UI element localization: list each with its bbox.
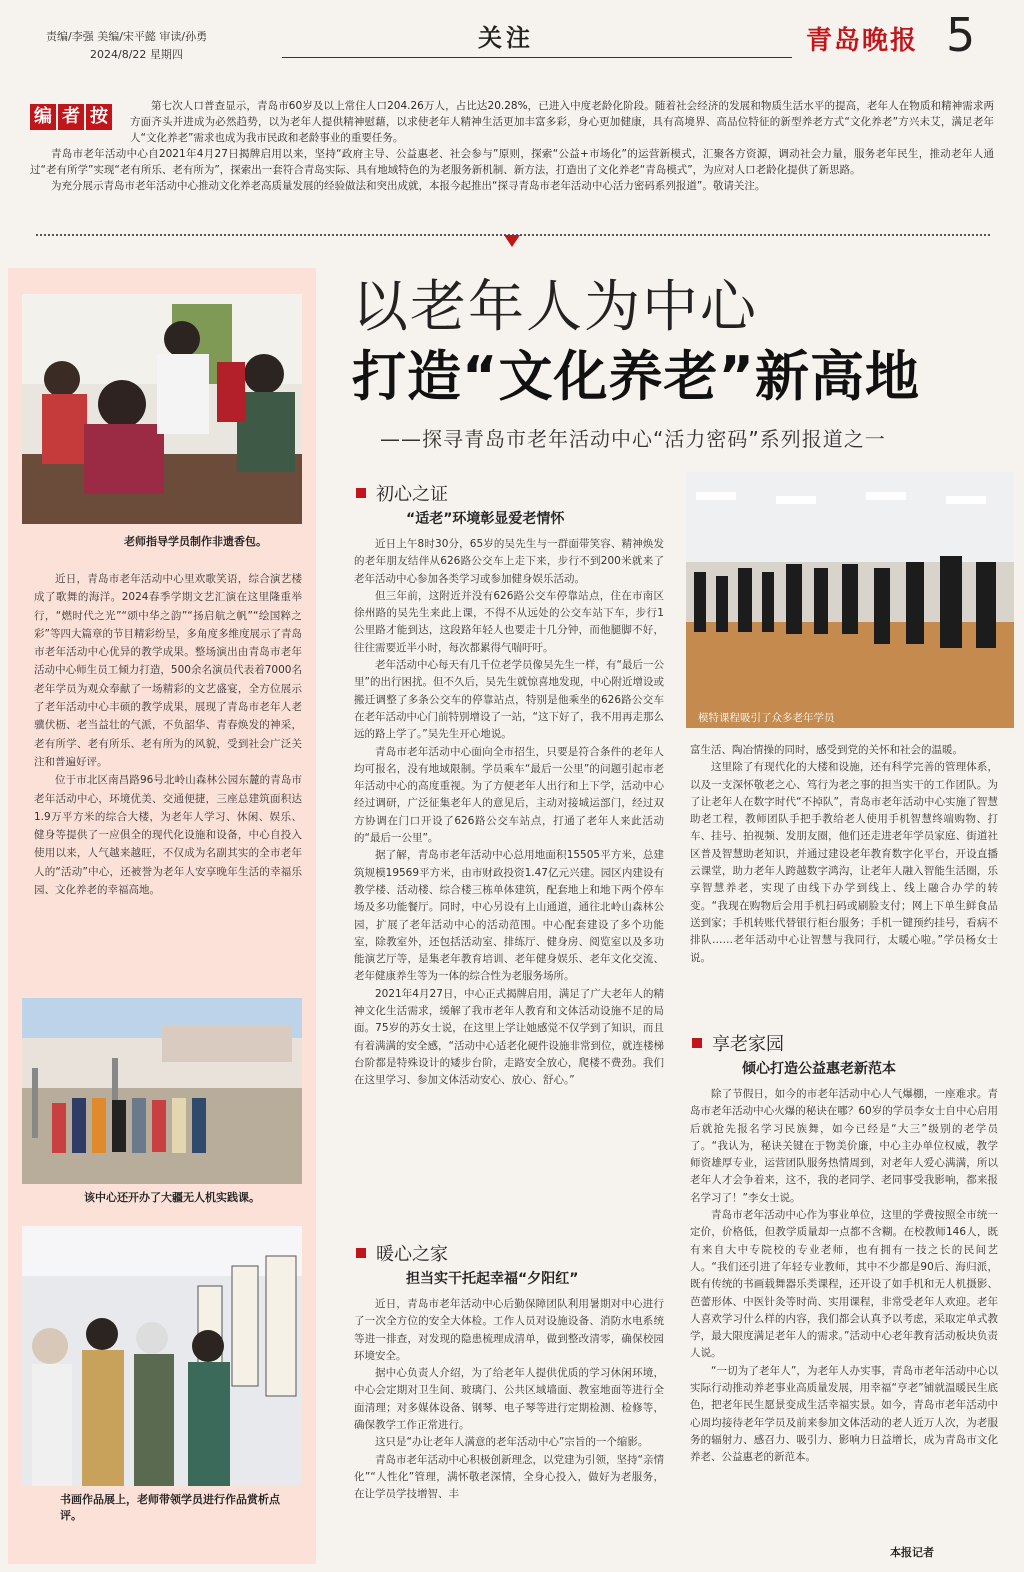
note-paragraph: 为充分展示青岛市老年活动中心推动文化养老高质量发展的经验做法和突出成就，本报今起推出“探寻青岛市老年活动中心活力密码系列报道”。敬请关注。 (51, 180, 766, 192)
article-column-1b (354, 1296, 664, 1504)
headline-line2: 打造“文化养老”新高地 (352, 345, 920, 408)
article-paragraph: 老年活动中心每天有几千位老学员像吴先生一样，有“最后一公里”的出行困扰。但不久后，吴先生就惊喜地发现，中心附近增设或搬迁调整了多条公交车的停靠站点，特别是他乘坐的626路公交车在老年活动中心门前特别增设了一站，“这下好了，我不用再走那么远的路上学了。”吴先生开心地说。 (354, 659, 664, 741)
note-tag-char: 编 (30, 104, 56, 130)
down-arrow-icon (504, 235, 520, 247)
photo-caption: 模特课程吸引了众多老年学员 (698, 712, 835, 724)
note-tag-char: 者 (58, 104, 84, 130)
note-paragraph: 青岛市老年活动中心自2021年4月27日揭牌启用以来，坚持“政府主导、公益惠老、社会参与”原则，探索“公益+市场化”的运营新模式，汇聚各方资源，调动社会力量，服务老年民生，推动老年人通过“老有所学”实现“老有所乐、老有所为”，探索出一套符合青岛实际、具有地域特色的为老服务新机制、新方法，打造出了文化养老“青岛模式”，为应对人口老龄化提供了新思路。 (30, 148, 994, 176)
section-heading-3 (692, 1030, 896, 1078)
photo-calligraphy-exhibit (22, 1226, 302, 1486)
article-paragraph: 富生活、陶冶情操的同时，感受到党的关怀和社会的温暖。 (690, 744, 963, 756)
section-subhead: “适老”环境彰显爱老情怀 (406, 511, 565, 527)
photo-caption: 该中心还开办了大疆无人机实践课。 (84, 1191, 260, 1204)
note-paragraph: 第七次人口普查显示，青岛市60岁及以上常住人口204.26万人，占比达20.28%，已进入中度老龄化阶段。随着社会经济的发展和物质生活水平的提高，老年人在物质和精神需求两方面齐头并进成为必然趋势，以为老年人提供精神慰藉，以求使老年人精神生活更加丰富多彩，身心更加健康，具有高境界、高品位特征的新型养老方式“文化养老”方兴未艾，满足老年人“文化养老”需求也成为我市民政和老龄事业的重要任务。 (130, 100, 994, 144)
section-kicker: 暖心之家 (356, 1240, 578, 1266)
article-paragraph: 据了解，青岛市老年活动中心总用地面积15505平方米，总建筑规模19569平方米，由市财政投资1.47亿元兴建。园区内建设有教学楼、活动楼、综合楼三栋单体建筑，配套地上和地下两个停车场及多功能餐厅。同时，中心另设有上山通道，通往北岭山森林公园，扩展了老年活动中心的活动范围。中心配套建设了多个功能室，除教室外，还包括活动室、排练厅、健身房、阅览室以及多功能演艺厅等，是集老年教育培训、老年健身娱乐、老年文化交流、老年健康养生等为一体的综合性为老服务场所。 (354, 849, 664, 983)
sidebar-paragraph: 位于市北区南昌路96号北岭山森林公园东麓的青岛市老年活动中心，环境优美、交通便捷，三座总建筑面积达1.9万平方米的综合大楼，为老年人学习、休闲、娱乐、健身等提供了一应俱全的现代化设施和设备，中心自投入使用以来，人气越来越旺，不仅成为名副其实的全市老年人的“活动”中心，还被誉为老年人安享晚年生活的幸福乐园、文化养老的幸福高地。 (34, 774, 302, 897)
article-column-1 (354, 536, 664, 1090)
section-kicker: 享老家园 (692, 1030, 896, 1056)
note-tag-char: 按 (86, 104, 112, 130)
photo-drone-class (22, 998, 302, 1184)
sidebar (8, 268, 316, 1564)
photo-modeling-class (686, 472, 1014, 728)
section-kicker: 初心之证 (356, 480, 564, 506)
newspaper-logo: 青岛晚报 (806, 26, 919, 56)
sidebar-paragraph: 近日，青岛市老年活动中心里欢歌笑语，综合演艺楼成了歌舞的海洋。2024春季学期文艺汇演在这里隆重举行，“燃时代之光”“颂中华之韵”“扬启航之帆”“绘国粹之彩”等四大篇章的节目精彩纷呈，多角度多维度展示了青岛市老年活动中心优异的教学成果。整场演出由青岛市老年活动中心师生员工倾力打造，500余名演员代表着7000名老年学员为观众奉献了一场精彩的文艺盛宴，全方位展示了老年活动中心丰硕的教学成果，展现了青岛市老年人老骥伏枥、老当益壮的气派，不负韶华、青春焕发的神采，老有所学、老有所乐、老有所为的风貌，受到社会广泛关注和普遍好评。 (34, 573, 302, 768)
date-line: 2024/8/22 星期四 (90, 48, 183, 61)
article-paragraph: 近日上午8时30分，65岁的吴先生与一群面带笑容、精神焕发的老年朋友结伴从626路公交车上走下来，步行不到200米就来了老年活动中心参加各类学习或参加健身娱乐活动。 (354, 538, 664, 585)
article-paragraph: 青岛市老年活动中心作为事业单位，这里的学费按照全市统一定价，价格低，但教学质量却一点都不含糊。在校教师146人，既有来自大中专院校的专业老师，也有拥有一技之长的民间艺人。“我们还引进了年轻专业教师，其中不少都是90后、海归派，既有传统的书画载舞器乐类课程，还开设了如手机和无人机摄影、芭蕾形体、中医针灸等时尚、实用课程，非常受老年人欢迎。老年人喜欢学习什么样的内容，我们都会认真予以考虑，采取定单式教学，最大限度满足老年人的需求。”活动中心老年教育活动板块负责人说。 (690, 1209, 998, 1360)
article-paragraph: 但三年前，这附近并没有626路公交车停靠站点，住在市南区徐州路的吴先生来此上课，不得不从远处的公交车站下车，步行1公里路才能到达，这段路年轻人也要走十几分钟，而他腿脚不好，往往需要近半小时，每次都累得气喘吁吁。 (354, 589, 664, 654)
photo-sachet-workshop (22, 294, 302, 524)
section-heading-2 (356, 1240, 578, 1288)
section-title: 关注 (478, 24, 534, 52)
editors-note (30, 98, 994, 226)
article-column-2b (690, 1086, 998, 1467)
editors-line: 责编/李强 美编/宋平懿 审读/孙勇 (46, 30, 208, 43)
article-paragraph: 这只是“办让老年人满意的老年活动中心”宗旨的一个缩影。 (375, 1436, 649, 1449)
article-paragraph: 据中心负责人介绍，为了给老年人提供优质的学习休闲环境，中心会定期对卫生间、玻璃门、公共区域墙面、教室地面等进行全面清理；对多媒体设备、钢琴、电子琴等进行定期检测、检修等，确保教学工作正常进行。 (354, 1367, 664, 1432)
page-number: 5 (946, 8, 976, 62)
headline-line1: 以老年人为中心 (352, 275, 758, 340)
sidebar-text (34, 570, 302, 899)
article-paragraph: 除了节假日，如今的市老年活动中心人气爆棚，一座难求。青岛市老年活动中心火爆的秘诀在哪？60岁的学员李女士自中心启用后就抢先报名学习民族舞，如今已经是“大三”级别的老学员了。“我认为，秘诀关键在于物美价廉，中心主办单位权威，教学师资雄厚专业，运营团队服务热情周到，对老年人爱心满满，所以老年人才会争着来，这不，我的老同学、老同事受我影响，都来报名学习了！”李女士说。 (690, 1088, 998, 1204)
masthead-meta (46, 28, 207, 64)
article-paragraph: 2021年4月27日，中心正式揭牌启用，满足了广大老年人的精神文化生活需求，缓解了我市老年人教育和文体活动设施不足的局面。75岁的苏女士说，在这里上学让她感觉不仅学到了知识，而且有着满满的安全感，“活动中心适老化硬件设施非常到位，就连楼梯台阶都是特殊设计的矮步台阶，走路安全放心，爬楼不费劲。我们在这里学习、参加文体活动安心、放心、舒心。” (354, 987, 664, 1087)
editors-note-body (30, 98, 994, 194)
photo-caption: 书画作品展上，老师带领学员进行作品赏析点评。 (60, 1493, 280, 1522)
section-heading-1 (356, 480, 564, 528)
masthead-rule (282, 57, 792, 58)
section-subhead: 倾心打造公益惠老新范本 (742, 1061, 896, 1077)
section-subhead: 担当实干托起幸福“夕阳红” (406, 1271, 579, 1287)
masthead (0, 0, 1024, 70)
article-paragraph: 近日，青岛市老年活动中心后勤保障团队利用暑期对中心进行了一次全方位的安全大体检。工作人员对设施设备、消防水电系统等进一排查，对发现的隐患梳理成清单，做到整改清零，确保校园环境安全。 (354, 1298, 664, 1362)
article-paragraph: 青岛市老年活动中心面向全市招生，只要是符合条件的老年人均可报名，没有地域限制。学员乘车“最后一公里”的问题引起市老年活动中心的高度重视。为了方便老年人出行和上下学，活动中心经过调研，广泛征集老年人的意见后，主动对接城运部门，经过双方协调在门口开设了626路公交车站点，打通了老年人来此活动的“最后一公里”。 (354, 745, 664, 845)
headline-subtitle: ——探寻青岛市老年活动中心“活力密码”系列报道之一 (380, 427, 886, 451)
article-paragraph: 这里除了有现代化的大楼和设施，还有科学完善的管理体系，以及一支深怀敬老之心、笃行为老之事的担当实干的工作团队。为了让老年人在数字时代“不掉队”，青岛市老年活动中心实施了智慧助老工程，教师团队手把手教给老人使用手机智慧终端购物、打车、挂号、拍视频、发朋友圈，他们还走进老年学员家庭、街道社区普及智慧助老知识，并通过建设老年教育数字化平台，开设直播云课堂，助力老年人跨越数字鸿沟，让老年人融入智能生活圈，乐享智慧养老，实现了由线下办学到线上、线上融合办学的转变。“我现在购物后会用手机扫码或刷脸支付；网上下单生鲜食品送到家；手机转账代替银行柜台服务；手机一键预约挂号，看病不排队……老年活动中心让智慧与我同行，太暖心啦。”学员杨女士说。 (690, 761, 998, 964)
editors-note-tag (30, 104, 112, 130)
article-column-2 (690, 742, 998, 967)
byline: 本报记者 (890, 1546, 934, 1559)
photo-caption: 老师指导学员制作非遗香包。 (124, 535, 267, 548)
article-paragraph: 青岛市老年活动中心积极创新理念，以党建为引领，坚持“亲情化”“人性化”管理，满怀敬老深情，全身心投入，做好为老服务，在让学员学技增智、丰 (354, 1453, 664, 1501)
article-paragraph: “一切为了老年人”，为老年人办实事，青岛市老年活动中心以实际行动推动养老事业高质量发展，用幸福“亨老”铺就温暖民生底色，把老年民生愿景变成生活幸福实景。如今，青岛市老年活动中心周均接待老年学员及前来参加文体活动的老人近万人次，为老服务的辐射力、感召力、吸引力、影响力日益增长，成为青岛市文化养老、公益惠老的新范本。 (690, 1364, 998, 1464)
